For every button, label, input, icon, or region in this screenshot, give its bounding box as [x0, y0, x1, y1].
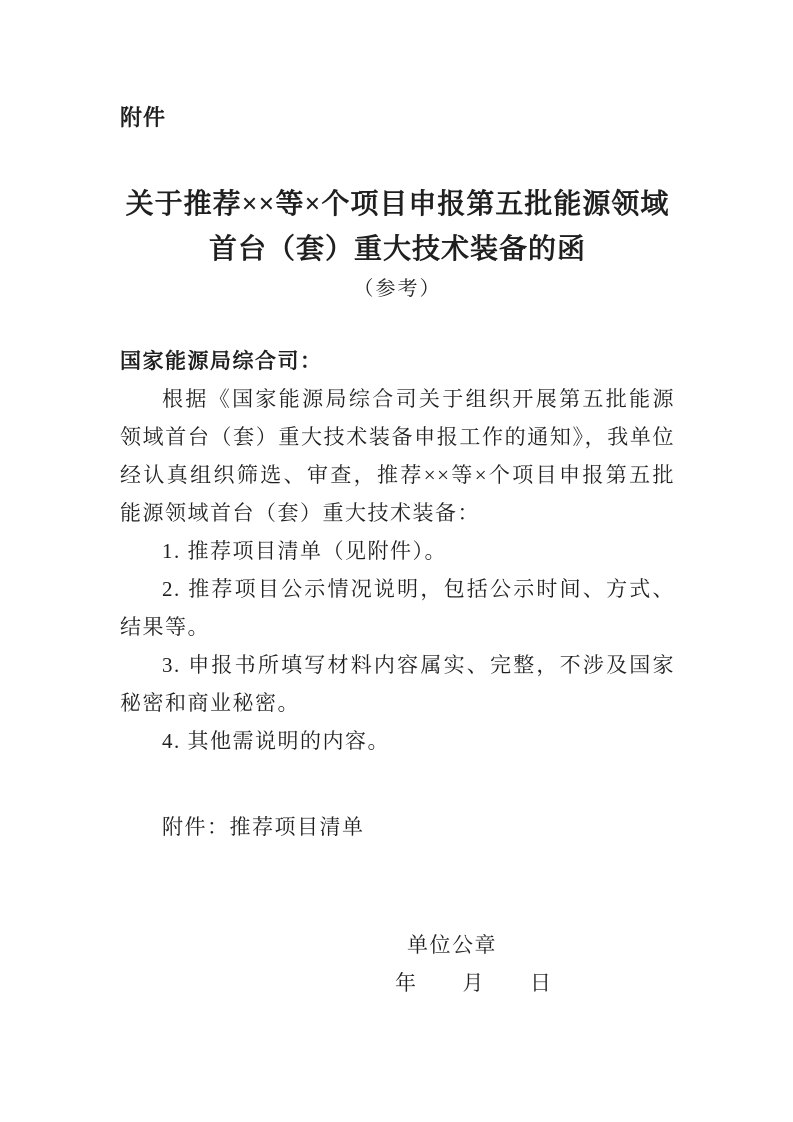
date-line: 年 月 日: [395, 971, 553, 995]
title-line-2: 首台（套）重大技术装备的函: [208, 234, 586, 265]
signature-block: [120, 926, 675, 1002]
list-item-3: 3. 申报书所填写材料内容属实、完整，不涉及国家秘密和商业秘密。: [120, 653, 675, 715]
list-item-1: 1. 推荐项目清单（见附件）。: [162, 539, 447, 563]
list-item-4: 4. 其他需说明的内容。: [162, 729, 390, 753]
title-line-1: 关于推荐××等×个项目申报第五批能源领域: [125, 189, 670, 220]
addressee-line: 国家能源局综合司：: [120, 349, 323, 373]
document-subtitle: （参考）: [353, 278, 442, 300]
list-item-2: 2. 推荐项目公示情况说明，包括公示时间、方式、结果等。: [120, 577, 675, 639]
document-title: [120, 182, 675, 272]
unit-seal-label: 单位公章: [407, 933, 497, 957]
attachment-label: 附件: [120, 105, 167, 130]
document-body: [120, 342, 675, 1002]
body-paragraph-1: 根据《国家能源局综合司关于组织开展第五批能源领域首台（套）重大技术装备申报工作的通知》，我单位经认真组织筛选、审查，推荐××等×个项目申报第五批能源领域首台（套）重大技术装备：: [120, 387, 675, 525]
attachment-note: 附件：推荐项目清单: [162, 815, 365, 839]
